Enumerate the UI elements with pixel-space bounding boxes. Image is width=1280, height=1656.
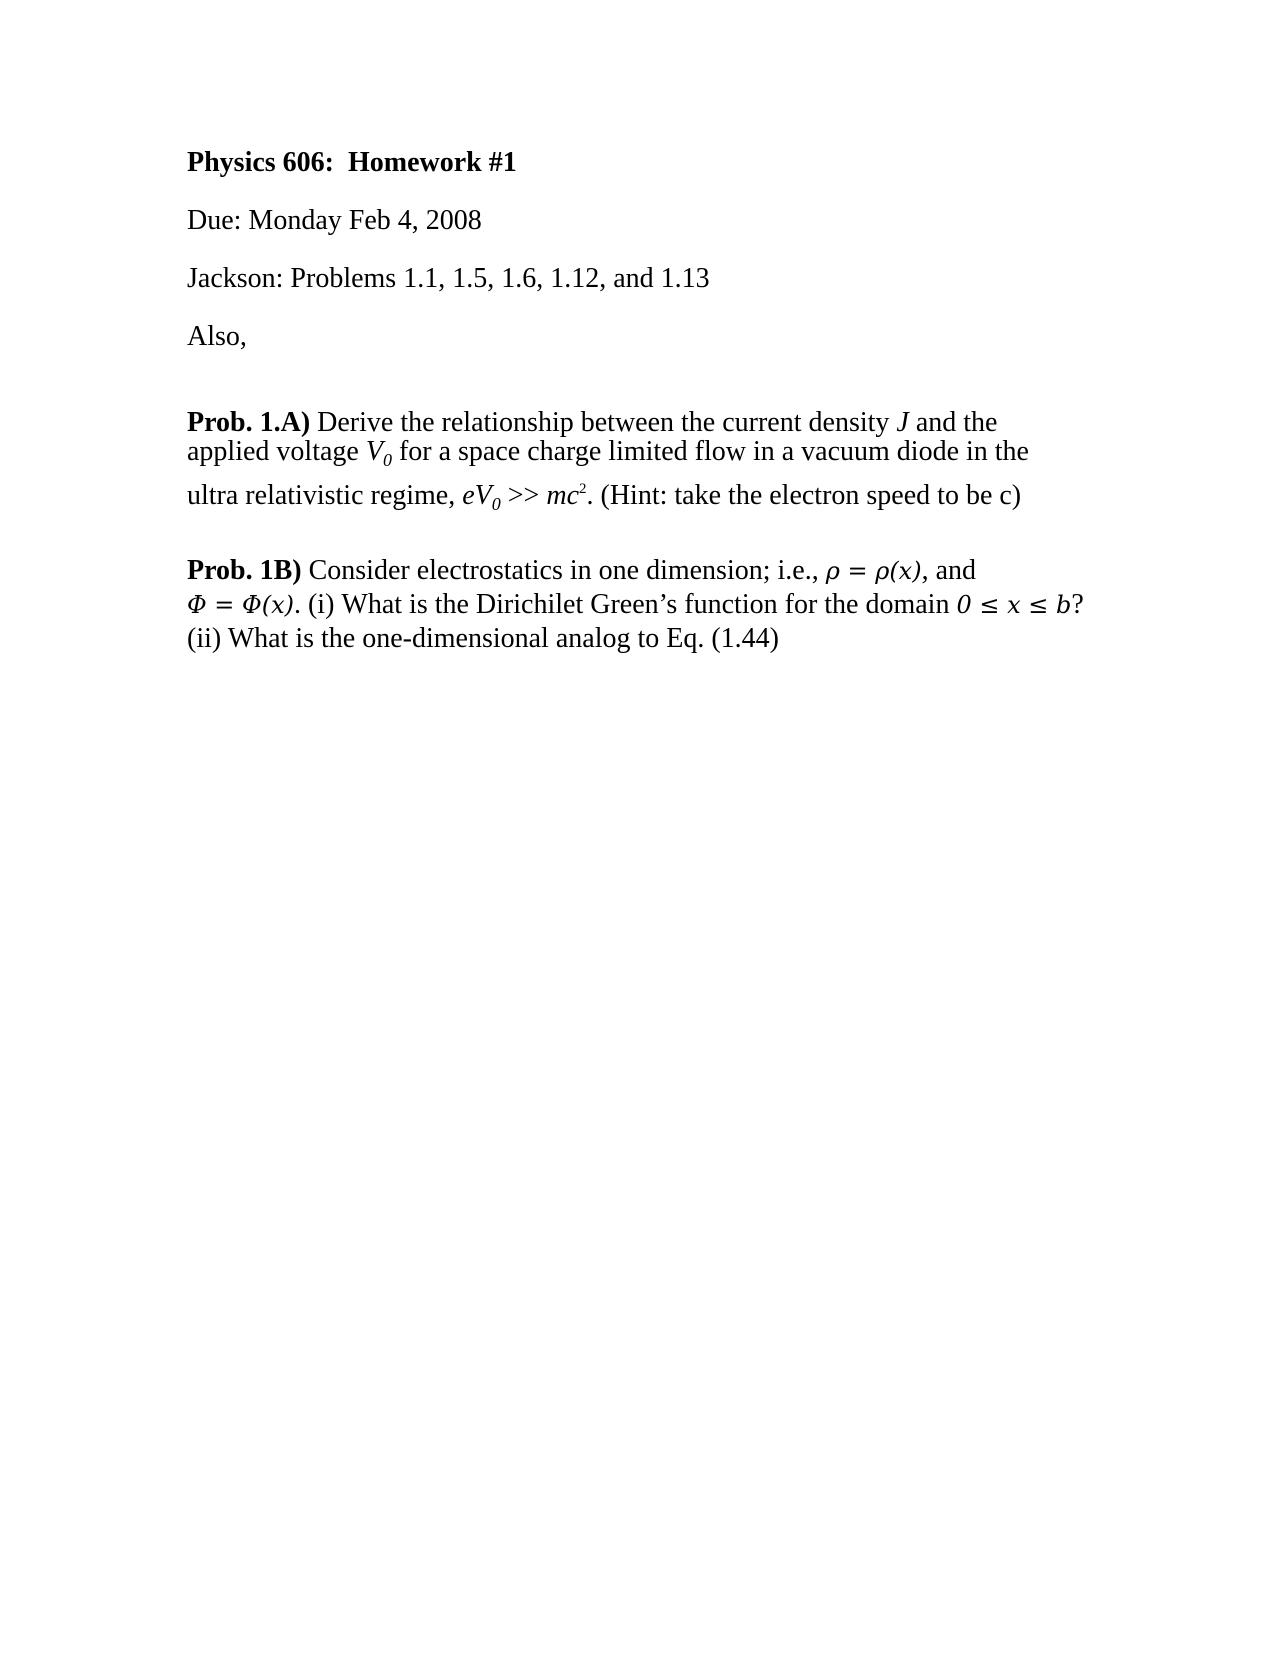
jackson-problems: Jackson: Problems 1.1, 1.5, 1.6, 1.12, and 1.13	[187, 263, 710, 294]
phi-equation: Φ = Φ(x)	[187, 591, 294, 619]
domain-inequality: 0 ≤ x ≤ b	[956, 591, 1072, 619]
problem-1b-text-2: . (i) What is the Dirichilet Green’s function for the domain	[293, 589, 950, 620]
ev-subscript: 0	[491, 494, 501, 514]
mc-symbol: mc	[546, 480, 580, 511]
problem-1b-line-3: (ii) What is the one-dimensional analog to Eq. (1.44)	[187, 623, 780, 654]
homework-number: Homework #1	[348, 147, 517, 178]
problem-1a-line-1	[187, 408, 1029, 437]
mc-superscript: 2	[579, 481, 587, 497]
current-density-symbol: J	[896, 407, 909, 438]
problem-1a-text-3: ultra relativistic regime,	[187, 480, 456, 511]
page-title	[187, 148, 517, 178]
problem-1a	[187, 408, 1029, 519]
problem-1a-hint: . (Hint: take the electron speed to be c)	[586, 480, 1022, 511]
problem-1b-text-1: Consider electrostatics in one dimension; i.e.,	[308, 555, 819, 586]
problem-1b-text-1-end: , and	[921, 555, 977, 586]
course-name: Physics 606:	[187, 147, 334, 178]
also-text: Also,	[187, 321, 247, 352]
problem-1a-line-2	[187, 437, 1029, 475]
problem-1b-label: Prob. 1B)	[187, 555, 302, 586]
rho-equation: ρ = ρ(x)	[825, 557, 922, 585]
problem-1a-text-1-end: and the	[915, 407, 998, 438]
problem-1a-label: Prob. 1.A)	[187, 407, 311, 438]
voltage-subscript: 0	[382, 450, 392, 470]
much-greater-symbol: >>	[507, 480, 540, 511]
due-date: Due: Monday Feb 4, 2008	[187, 205, 482, 236]
problem-1a-text-2: applied voltage	[187, 436, 359, 467]
problem-1b	[187, 554, 1084, 655]
ev-symbol: eV	[462, 480, 492, 511]
question-mark: ?	[1071, 589, 1084, 620]
problem-1a-text-2-end: for a space charge limited flow in a vacuum diode in the	[398, 436, 1029, 467]
problem-1a-text-1: Derive the relationship between the current density	[317, 407, 890, 438]
problem-1b-line-1	[187, 554, 1084, 588]
problem-1a-line-3	[187, 475, 1029, 519]
problem-1b-line-2	[187, 588, 1084, 622]
voltage-symbol: V	[365, 436, 383, 467]
